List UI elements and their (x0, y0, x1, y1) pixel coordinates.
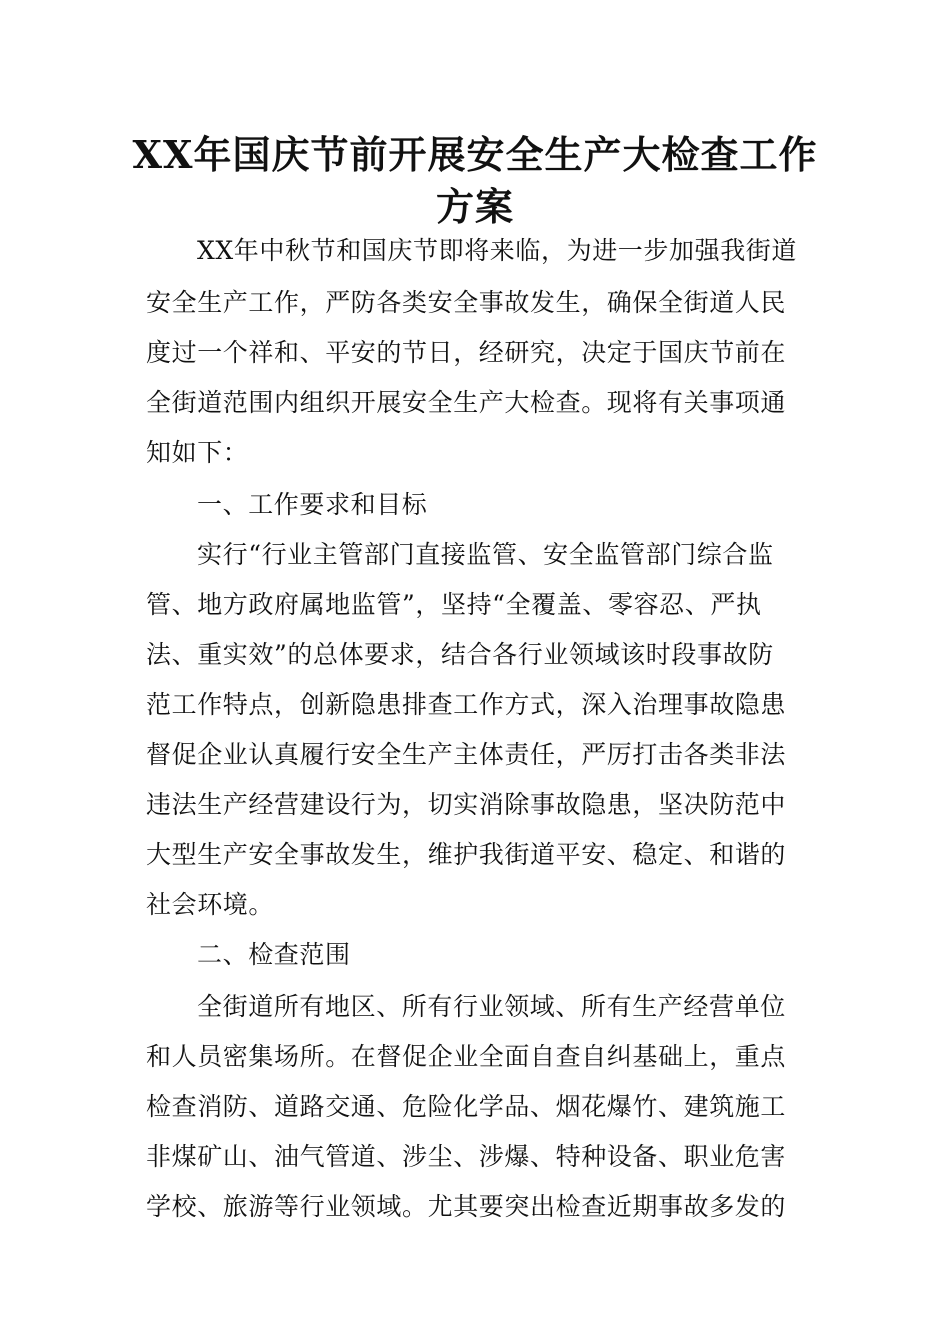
paragraph-line: 大型生产安全事故发生，维护我街道平安、稳定、和谐的 (146, 840, 787, 869)
paragraph-line: 学校、旅游等行业领域。尤其要突出检查近期事故多发的 (146, 1192, 787, 1221)
document-title-line-1: XX年国庆节前开展安全生产大检查工作 (132, 132, 818, 177)
paragraph-line: 检查消防、道路交通、危险化学品、烟花爆竹、建筑施工 (146, 1092, 787, 1121)
paragraph-line: 督促企业认真履行安全生产主体责任，严厉打击各类非法 (146, 740, 787, 769)
paragraph-line: 违法生产经营建设行为，切实消除事故隐患，坚决防范中 (146, 790, 787, 819)
document-title-line-2: 方案 (435, 184, 514, 229)
paragraph-line: 度过一个祥和、平安的节日，经研究，决定于国庆节前在 (146, 338, 787, 367)
paragraph-line: 非煤矿山、油气管道、涉尘、涉爆、特种设备、职业危害 (146, 1142, 787, 1171)
paragraph-line: 管、地方政府属地监管”，坚持“全覆盖、零容忍、严执 (146, 590, 762, 619)
section-heading-2: 二、检查范围 (197, 940, 351, 969)
paragraph-line: 知如下： (146, 438, 249, 467)
paragraph-line: 社会环境。 (146, 890, 275, 919)
paragraph-line: 全街道范围内组织开展安全生产大检查。现将有关事项通 (146, 388, 787, 417)
paragraph-line: 范工作特点，创新隐患排查工作方式，深入治理事故隐患 (146, 690, 787, 719)
paragraph-line: 法、重实效”的总体要求，结合各行业领域该时段事故防 (146, 640, 774, 669)
paragraph-line: 全街道所有地区、所有行业领域、所有生产经营单位 (197, 992, 786, 1021)
paragraph-line: 实行“行业主管部门直接监管、安全监管部门综合监 (197, 540, 774, 569)
section-heading-1: 一、工作要求和目标 (197, 490, 428, 519)
paragraph-line: XX年中秋节和国庆节即将来临，为进一步加强我街道 (197, 236, 797, 265)
paragraph-line: 和人员密集场所。在督促企业全面自查自纠基础上，重点 (146, 1042, 787, 1071)
paragraph-line: 安全生产工作，严防各类安全事故发生，确保全街道人民 (146, 288, 787, 317)
